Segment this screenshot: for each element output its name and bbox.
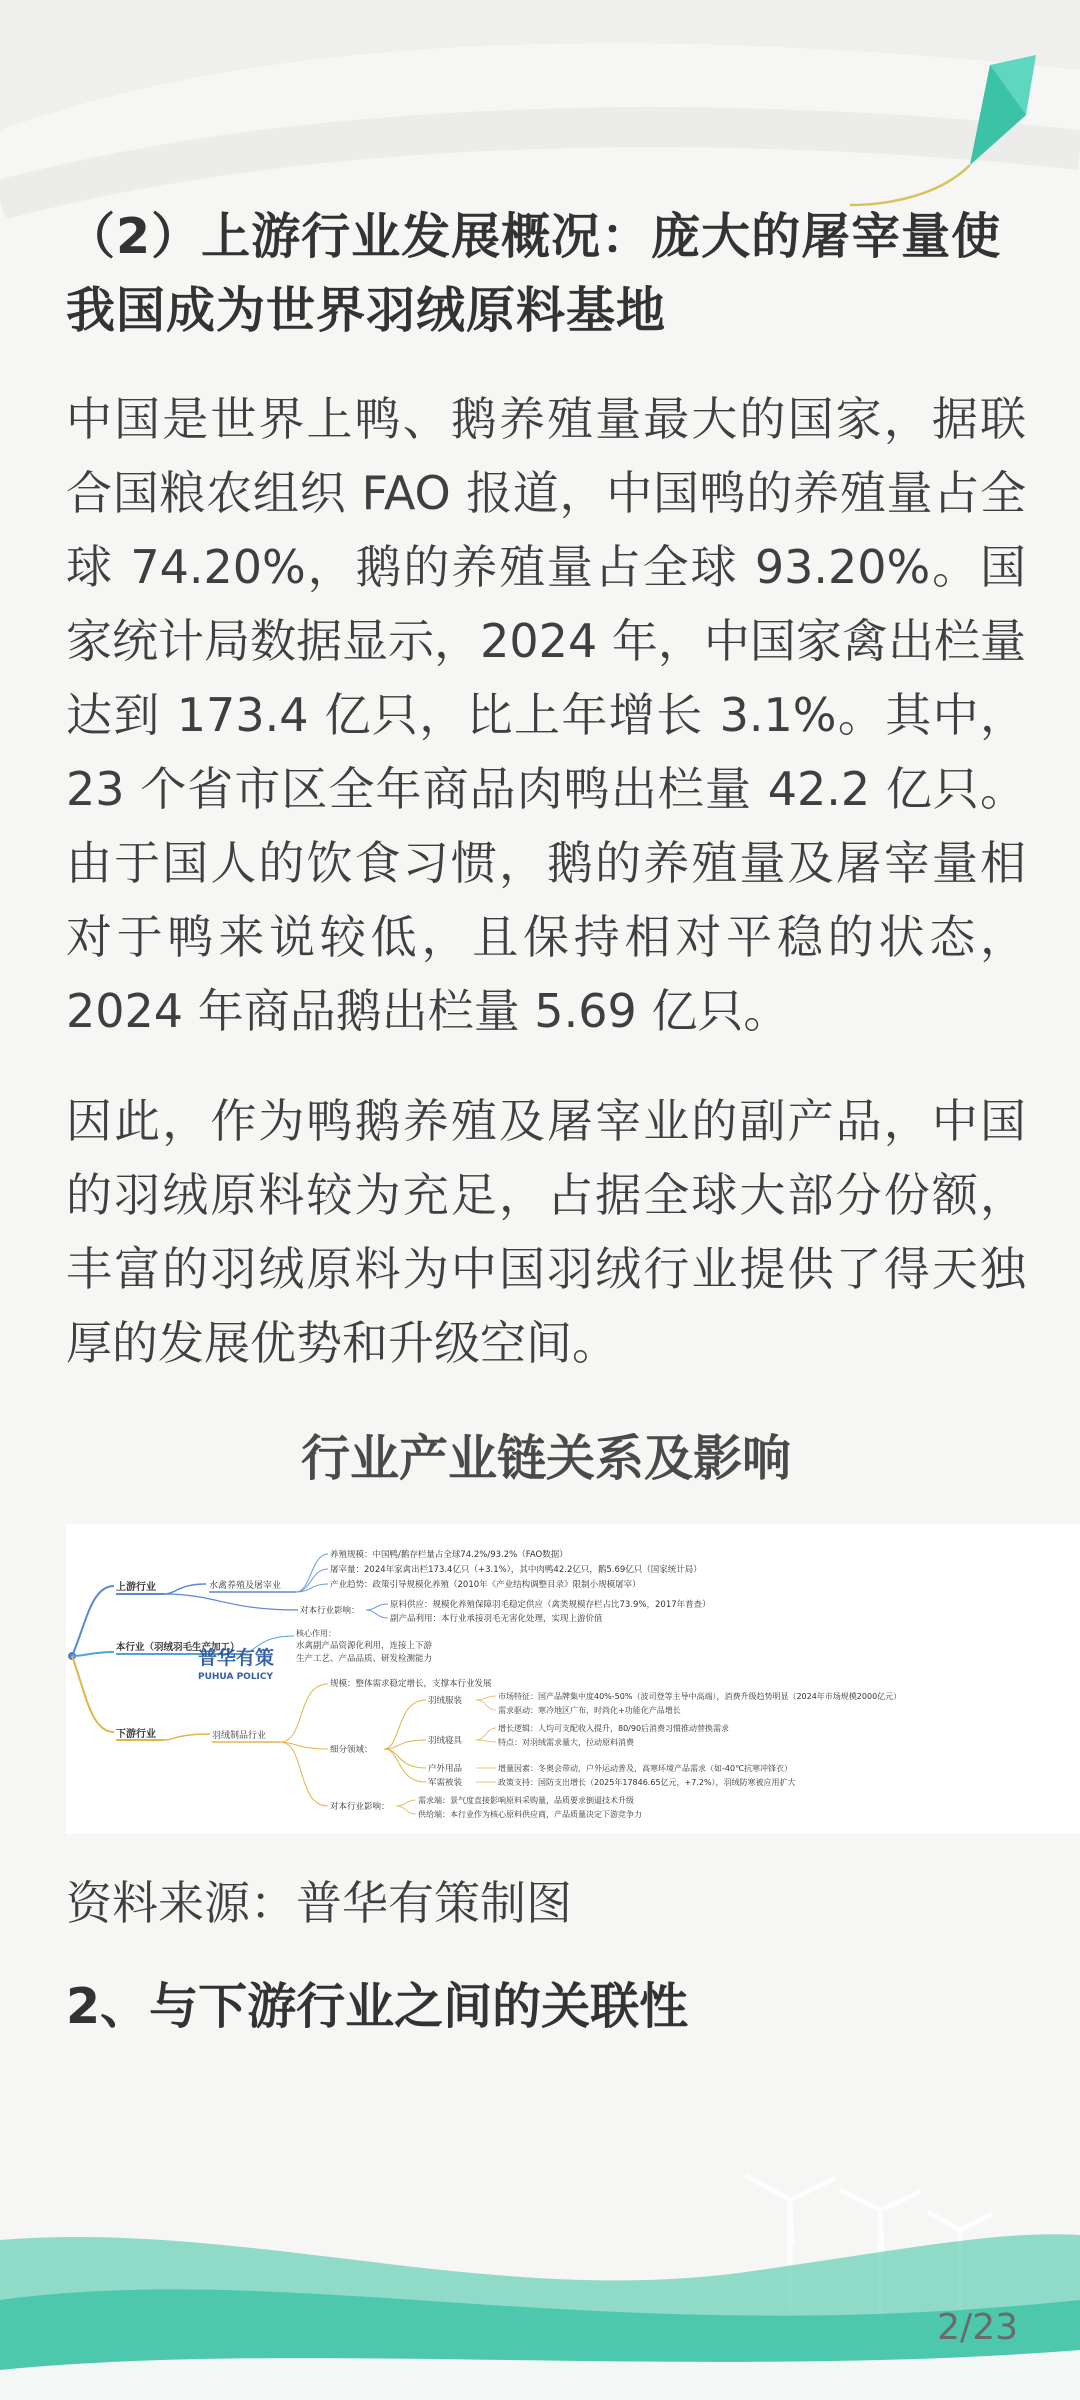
diagram-core-item: 生产工艺、产品品质、研发检测能力 — [296, 1654, 433, 1664]
diagram-downstream-label: 下游行业 — [116, 1729, 156, 1740]
section-heading-downstream: 2、与下游行业之间的关联性 — [66, 1978, 689, 2035]
diagram-upstream-item: 产业趋势：政策引导规模化养殖（2010年《产业结构调整目录》限制小规模屠宰） — [330, 1580, 641, 1590]
diagram-upstream-item: 养殖规模：中国鸭/鹅存栏量占全球74.2%/93.2%（FAO数据） — [330, 1550, 568, 1560]
source-note: 资料来源：普华有策制图 — [66, 1876, 572, 1930]
diagram-segment-bedding: 羽绒寝具 — [428, 1736, 463, 1746]
diagram-upstream-item: 屠宰量：2024年家禽出栏173.4亿只（+3.1%），其中肉鸭42.2亿只，鹅5.69亿只（国家统计局） — [330, 1565, 702, 1575]
diagram-segment-military: 军需被装 — [428, 1778, 463, 1788]
industry-chain-mindmap — [66, 1524, 1080, 1834]
diagram-segment-detail: 政策支持：国防支出增长（2025年17846.65亿元，+7.2%），羽绒防寒被应用扩大 — [498, 1778, 796, 1787]
diagram-core-label: 核心作用： — [296, 1629, 336, 1638]
industry-chain-diagram — [66, 1524, 1080, 1834]
page-number: 2/23 — [937, 2307, 1018, 2348]
kite-icon — [850, 55, 1050, 215]
diagram-upstream-impact-item: 副产品利用：本行业承接羽毛无害化处理，实现上游价值 — [390, 1614, 603, 1624]
diagram-downstream-impact-item: 需求端：景气度直接影响原料采购量，品质要求倒逼技术升级 — [418, 1796, 634, 1805]
diagram-downstream-node: 羽绒制品行业 — [212, 1731, 267, 1741]
diagram-segment-detail: 特点：对羽绒需求量大，拉动原料消费 — [498, 1738, 634, 1747]
paragraph-upstream-data: 中国是世界上鸭、鹅养殖量最大的国家，据联合国粮农组织 FAO 报道，中国鸭的养殖量占全球 74.20%，鹅的养殖量占全球 93.20%。国家统计局数据显示，2024 年，中国家禽出栏量达到 173.4 亿只，比上年增长 3.1%。其中，23 个省市区全年商品肉鸭出栏量 42.2 亿只。由于国人的饮食习惯，鹅的养殖量及屠宰量相对于鸭来说较低，且保持相对平稳的状态，2024 年商品鹅出栏量 5.69 亿只。 — [66, 392, 1026, 1038]
diagram-upstream-node: 水禽养殖及屠宰业 — [209, 1581, 282, 1591]
diagram-upstream-impact-label: 对本行业影响： — [300, 1606, 360, 1616]
diagram-segment-detail: 需求驱动：寒冷地区广布，时尚化+功能化产品增长 — [498, 1706, 681, 1715]
diagram-watermark-en: PUHUA POLICY — [198, 1672, 274, 1682]
diagram-upstream-impact-item: 原料供应：规模化养殖保障羽毛稳定供应（禽类规模存栏占比73.9%，2017年普查） — [390, 1600, 711, 1610]
diagram-segment-detail: 增量因素：冬奥会带动，户外运动普及，高寒环境产品需求（如-40℃抗寒冲锋衣） — [498, 1764, 793, 1773]
diagram-downstream-impact-item: 供给端：本行业作为核心原料供应商，产品质量决定下游竞争力 — [418, 1810, 642, 1819]
figure-title: 行业产业链关系及影响 — [300, 1430, 791, 1487]
article-content — [66, 200, 1026, 2044]
diagram-core-item: 水禽副产品资源化利用，连接上下游 — [296, 1641, 433, 1651]
diagram-midstream-label: 本行业（羽绒羽毛生产加工） — [116, 1642, 240, 1653]
diagram-downstream-impact-label: 对本行业影响： — [330, 1802, 390, 1812]
diagram-downstream-total: 规模：整体需求稳定增长，支撑本行业发展 — [330, 1679, 492, 1689]
diagram-upstream-label: 上游行业 — [116, 1582, 156, 1593]
diagram-segment-label: 细分领域： — [330, 1745, 373, 1755]
diagram-segment-clothing: 羽绒服装 — [428, 1696, 463, 1706]
section-heading-upstream: （2）上游行业发展概况：庞大的屠宰量使我国成为世界羽绒原料基地 — [66, 208, 1002, 339]
footer-wave-decoration — [0, 2150, 1080, 2400]
diagram-watermark: 普华有策 — [198, 1647, 275, 1669]
diagram-segment-detail: 增长逻辑：人均可支配收入提升，80/90后消费习惯推动替换需求 — [498, 1724, 730, 1733]
diagram-segment-outdoor: 户外用品 — [428, 1764, 463, 1774]
paragraph-conclusion: 因此，作为鸭鹅养殖及屠宰业的副产品，中国的羽绒原料较为充足，占据全球大部分份额，丰富的羽绒原料为中国羽绒行业提供了得天独厚的发展优势和升级空间。 — [66, 1094, 1026, 1370]
diagram-segment-detail: 市场特征：国产品牌集中度40%-50%（波司登等主导中高端），消费升级趋势明显（2024年市场规模2000亿元） — [498, 1692, 902, 1701]
